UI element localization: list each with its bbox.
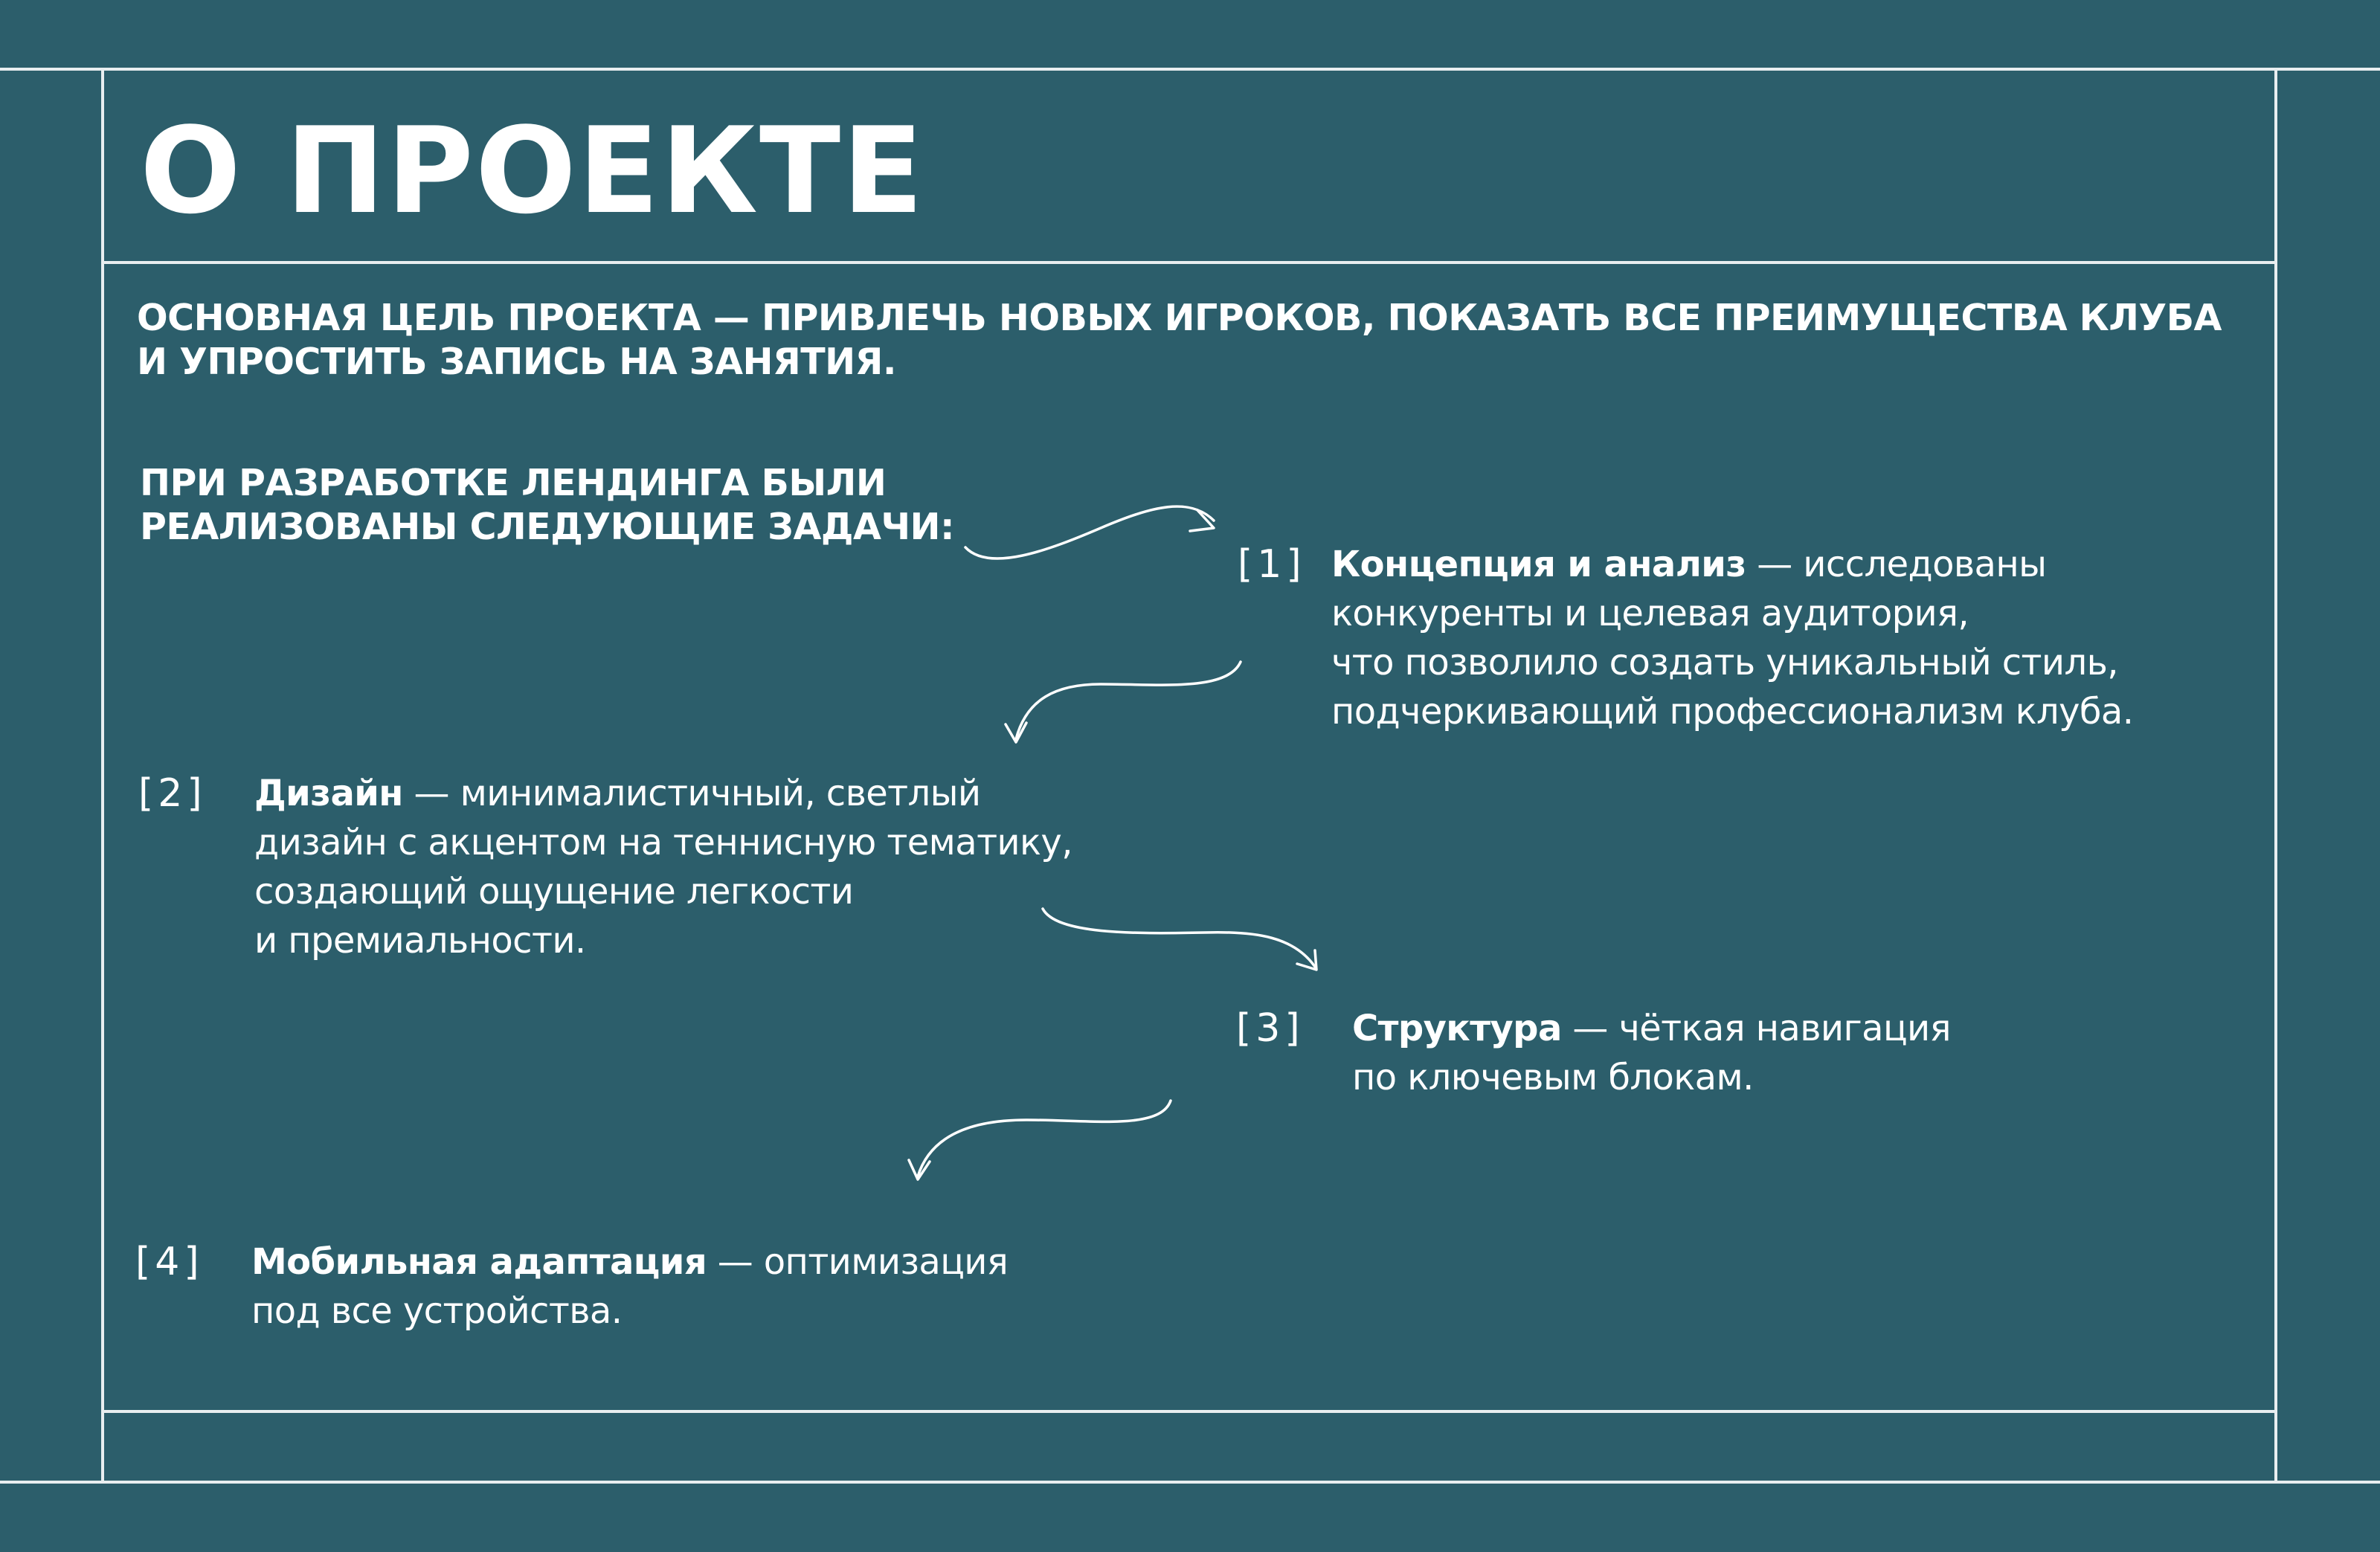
step-1-line-4: подчеркивающий профессионализм клуба. — [1331, 691, 2134, 732]
frame-top-line — [0, 68, 2380, 71]
frame-bottom-line — [0, 1481, 2380, 1484]
step-3-line-2: по ключевым блокам. — [1352, 1057, 1754, 1098]
step-1-line-1 — [1331, 540, 2133, 589]
step-index-2: [2] — [138, 771, 207, 816]
step-2-text: — минималистичный, светлый — [402, 773, 981, 814]
step-2-line-1 — [254, 769, 1072, 818]
page-title: О ПРОЕКТЕ — [140, 101, 925, 240]
step-1-term: Концепция и анализ — [1331, 544, 1746, 585]
step-3-text: — чёткая навигация — [1561, 1008, 1951, 1049]
step-index-3: [3] — [1236, 1006, 1305, 1051]
step-1-line-3: что позволило создать уникальный стиль, — [1331, 642, 2118, 683]
step-1-text: — исследованы — [1746, 544, 2047, 585]
step-1 — [1331, 540, 2133, 736]
goal-text: ОСНОВНАЯ ЦЕЛЬ ПРОЕКТА — ПРИВЛЕЧЬ НОВЫХ ИГРОКОВ, ПОКАЗАТЬ ВСЕ ПРЕИМУЩЕСТВА КЛУБА И УПРОСТИТЬ ЗАПИСЬ НА ЗАНЯТИЯ. — [137, 297, 2222, 383]
frame-right-line — [2274, 68, 2277, 1484]
arrow-icon — [1006, 662, 1241, 742]
step-2-line-2: дизайн с акцентом на теннисную тематику, — [254, 822, 1072, 863]
tasks-intro: ПРИ РАЗРАБОТКЕ ЛЕНДИНГА БЫЛИ РЕАЛИЗОВАНЫ СЛЕДУЮЩИЕ ЗАДАЧИ: — [140, 462, 955, 548]
step-2-line-4: и премиальности. — [254, 920, 586, 962]
arrow-icon — [1043, 909, 1316, 970]
step-4-line-1 — [251, 1237, 1008, 1287]
arrow-icon — [965, 506, 1214, 558]
step-4-term: Мобильная адаптация — [251, 1241, 707, 1283]
step-index-1: [1] — [1238, 542, 1306, 587]
frame-left-line — [101, 68, 104, 1484]
step-3 — [1352, 1004, 1951, 1102]
step-4-line-2: под все устройства. — [251, 1290, 623, 1332]
frame-bottom-inner-line — [103, 1410, 2277, 1413]
arrow-icon — [909, 1101, 1171, 1179]
step-4-text: — оптимизация — [707, 1241, 1009, 1283]
step-3-line-1 — [1352, 1004, 1951, 1053]
step-1-line-2: конкуренты и целевая аудитория, — [1331, 593, 1969, 634]
step-2 — [254, 769, 1072, 965]
step-2-line-3: создающий ощущение легкости — [254, 871, 854, 912]
step-4 — [251, 1237, 1008, 1336]
frame-title-divider — [103, 261, 2277, 264]
step-3-term: Структура — [1352, 1008, 1562, 1049]
step-index-4: [4] — [135, 1240, 204, 1284]
step-2-term: Дизайн — [254, 773, 403, 814]
